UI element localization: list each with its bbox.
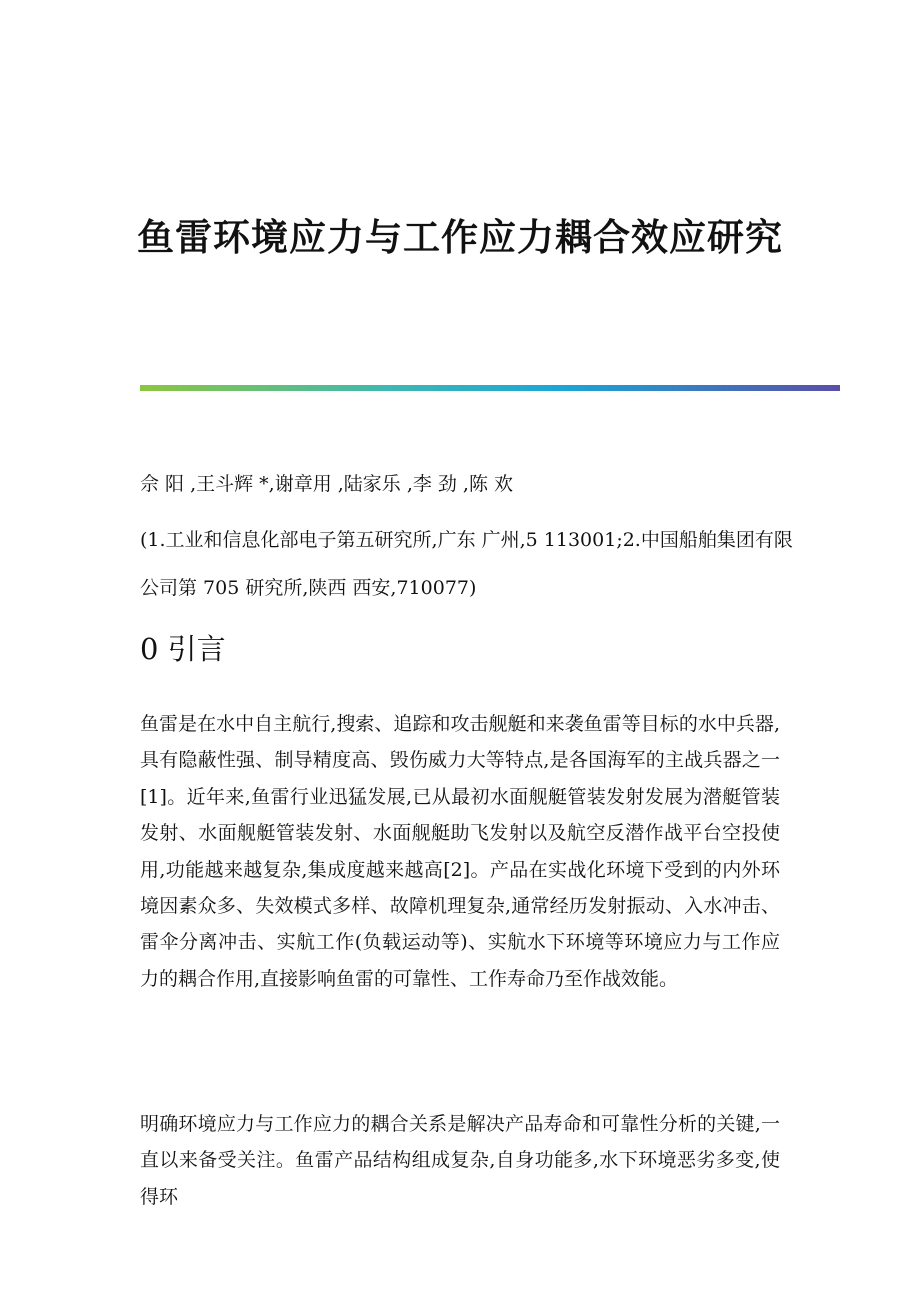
title-divider — [140, 385, 840, 391]
affiliation-line-2: 公司第 705 研究所,陕西 西安,710077) — [140, 577, 477, 599]
author-list: 佘 阳 ,王斗辉 *,谢章用 ,陆家乐 ,李 劲 ,陈 欢 — [140, 473, 514, 495]
affiliation-line-1: (1.工业和信息化部电子第五研究所,广东 广州,5 113001;2.中国船舶集团有限 — [140, 529, 793, 551]
body-paragraph-2: 明确环境应力与工作应力的耦合关系是解决产品寿命和可靠性分析的关键,一直以来备受关注。鱼雷产品结构组成复杂,自身功能多,水下环境恶劣多变,使得环 — [140, 1113, 780, 1208]
section-heading: 0 引言 — [140, 632, 226, 666]
paper-title: 鱼雷环境应力与工作应力耦合效应研究 — [137, 215, 783, 259]
body-paragraph-1: 鱼雷是在水中自主航行,搜索、追踪和攻击舰艇和来袭鱼雷等目标的水中兵器,具有隐蔽性强、制导精度高、毁伤威力大等特点,是各国海军的主战兵器之一[1]。近年来,鱼雷行业迅猛发展,已从最初水面舰艇管装发射发展为潜艇管装发射、水面舰艇管装发射、水面舰艇助飞发射以及航空反潜作战平台空投使用,功能越来越复杂,集成度越来越高[2]。产品在实战化环境下受到的内外环境因素众多、失效模式多样、故障机理复杂,通常经历发射振动、入水冲击、雷伞分离冲击、实航工作(负载运动等)、实航水下环境等环境应力与工作应力的耦合作用,直接影响鱼雷的可靠性、工作寿命乃至作战效能。 — [140, 713, 780, 990]
